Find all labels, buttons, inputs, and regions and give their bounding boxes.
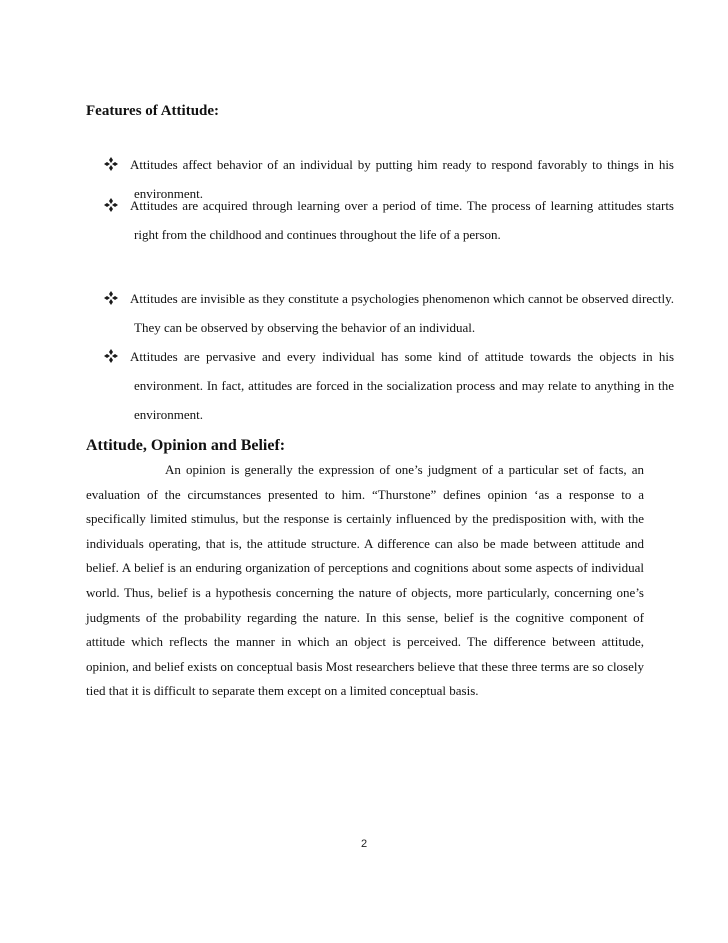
features-heading: Features of Attitude: [86, 103, 220, 119]
diamond-bullet-icon [104, 342, 130, 371]
bullet-text: Attitudes are acquired through learning over a period of time. The process of learning attitudes starts right from the childhood and continues throughout the life of a person. [130, 198, 674, 242]
diamond-bullet-icon [104, 284, 130, 313]
body-paragraph: An opinion is generally the expression of one’s judgment of a particular set of facts, an evaluation of the circumstances presented to him. “Thurstone” defines opinion ‘as a response to a specifically limited stimulus, but the response is certainly influenced by the predisposition with, with the individuals operating, that is, the attitude structure. A difference can also be made between attitude and belief. A belief is an enduring organization of perceptions and cognitions about some aspects of individual world. Thus, belief is a hypothesis concerning the nature of objects, more particularly, concerning one’s judgments of the probability regarding the nature. In this sense, belief is the cognitive component of attitude which reflects the manner in which an object is perceived. The difference between attitude, opinion, and belief exists on conceptual basis Most researchers believe that these three terms are so closely tied that it is difficult to separate them except on a limited conceptual basis. [86, 462, 644, 699]
diamond-bullet-icon [104, 150, 130, 179]
bullet-item [104, 342, 674, 429]
diamond-bullet-icon [104, 191, 130, 220]
bullet-text: Attitudes are pervasive and every individual has some kind of attitude towards the objects in his environment. In fact, attitudes are forced in the socialization process and may relate to anything in the environment. [130, 349, 674, 422]
bullet-item [104, 191, 674, 249]
bullet-text: Attitudes affect behavior of an individual by putting him ready to respond favorably to things in his environment. [130, 157, 674, 201]
bullet-text: Attitudes are invisible as they constitute a psychologies phenomenon which cannot be observed directly. They can be observed by observing the behavior of an individual. [130, 291, 674, 335]
bullet-item [104, 284, 674, 342]
page-number: 2 [360, 838, 368, 850]
section-heading: Attitude, Opinion and Belief: [86, 437, 286, 454]
